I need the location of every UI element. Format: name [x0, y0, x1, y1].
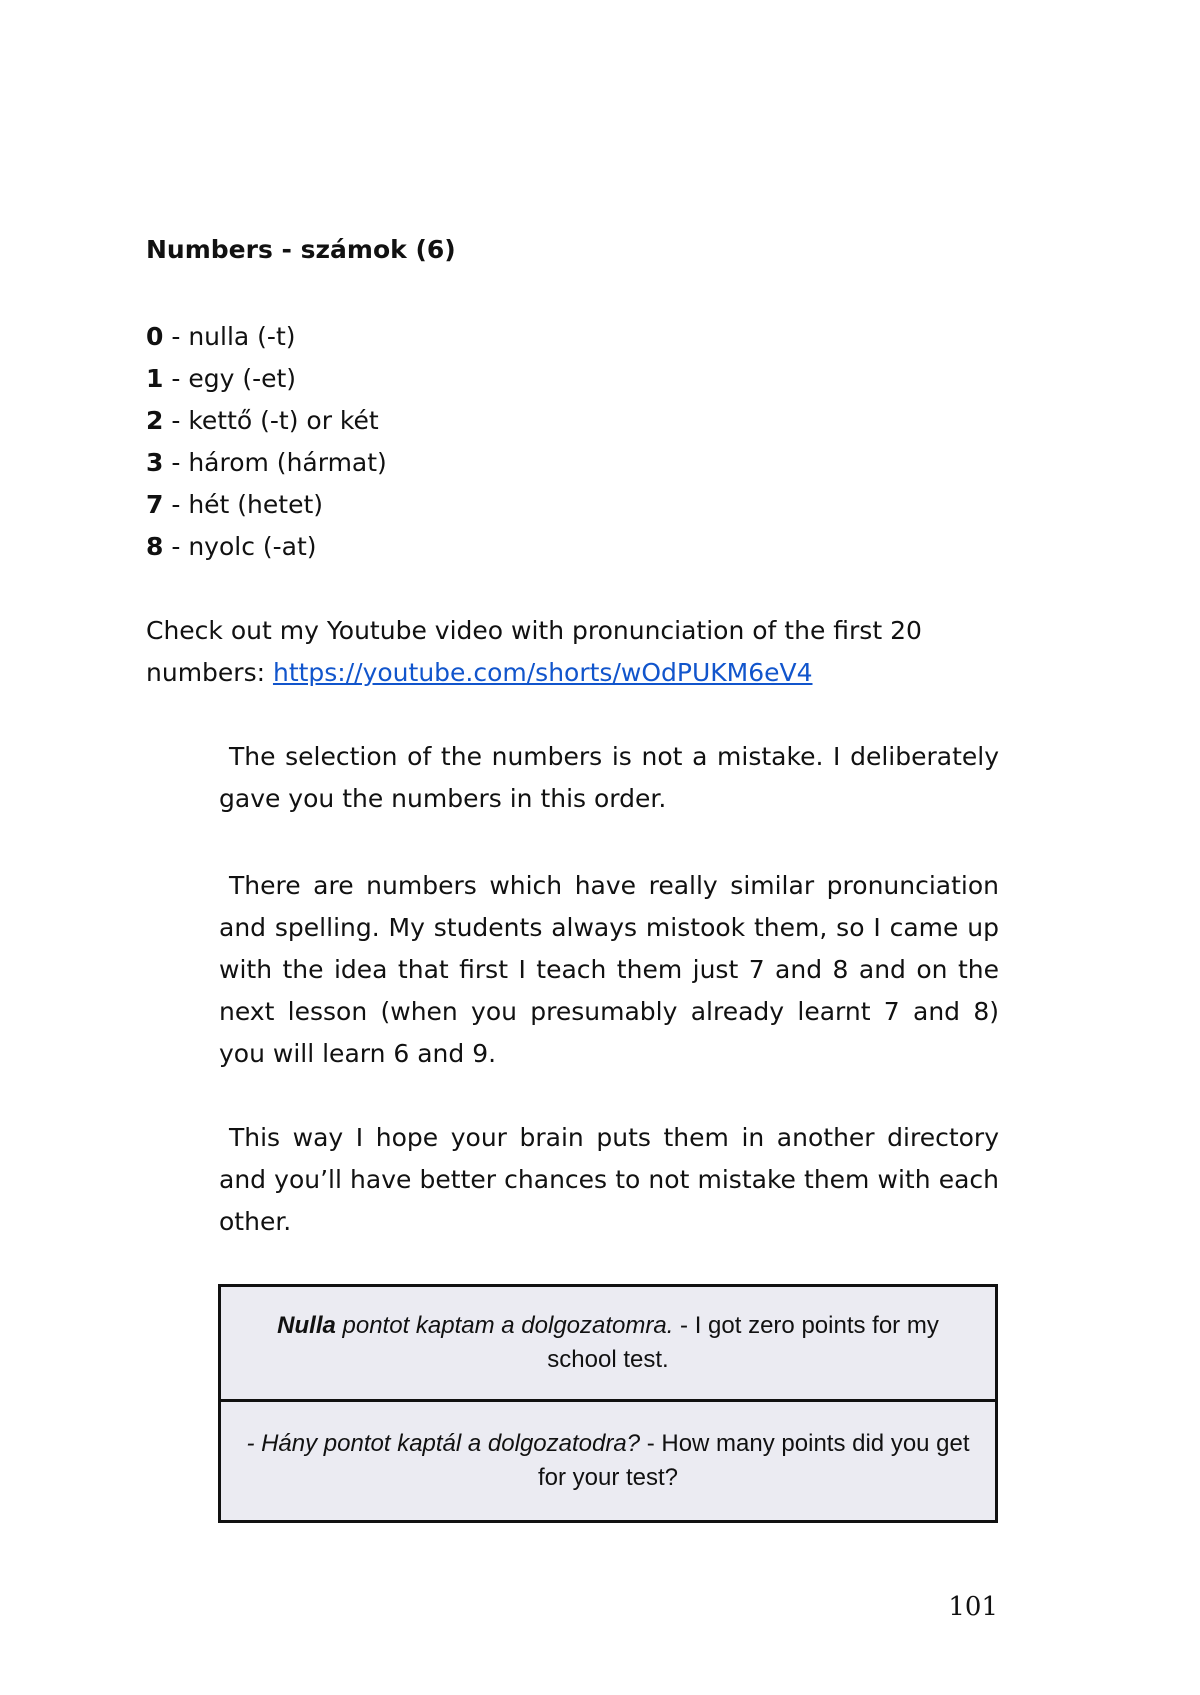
- example-cell: [220, 1286, 997, 1401]
- page-title: Numbers - számok (6): [146, 235, 456, 264]
- number-word: - nyolc (-at): [163, 532, 317, 561]
- example-row: [220, 1401, 997, 1522]
- number-word: - kettő (-t) or két: [163, 406, 379, 435]
- number-digit: 3: [146, 448, 164, 477]
- number-word: - egy (-et): [163, 364, 297, 393]
- number-digit: 7: [146, 490, 164, 519]
- example-english: - How many points did you get for your test?: [537, 1430, 970, 1491]
- page-number: 101: [948, 1592, 998, 1622]
- youtube-link[interactable]: https://youtube.com/shorts/wOdPUKM6eV4: [272, 658, 813, 687]
- example-english: - I got zero points for my school test.: [547, 1312, 939, 1373]
- number-digit: 8: [146, 532, 164, 561]
- number-digit: 2: [146, 406, 164, 435]
- number-word: - hét (hetet): [163, 490, 324, 519]
- body-paragraph: This way I hope your brain puts them in another directory and you’ll have better chances to not mistake them with each other.: [219, 1123, 999, 1236]
- number-item: [146, 526, 387, 568]
- number-digit: 0: [146, 322, 164, 351]
- example-hungarian: - Hány pontot kaptál a dolgozatodra?: [246, 1430, 641, 1457]
- number-item: [146, 400, 387, 442]
- youtube-paragraph: [146, 610, 1006, 694]
- number-word: - nulla (-t): [163, 322, 296, 351]
- number-item: [146, 358, 387, 400]
- number-item: [146, 442, 387, 484]
- example-row: [220, 1286, 997, 1401]
- example-keyword: Nulla: [277, 1312, 336, 1339]
- example-hungarian: pontot kaptam a dolgozatomra.: [335, 1312, 674, 1339]
- example-table: [218, 1284, 998, 1523]
- example-cell: [220, 1401, 997, 1522]
- number-item: [146, 484, 387, 526]
- number-digit: 1: [146, 364, 164, 393]
- body-paragraph: The selection of the numbers is not a mistake. I deliberately gave you the numbers in this order.: [219, 742, 999, 813]
- number-item: [146, 316, 387, 358]
- youtube-text: Check out my Youtube video with pronunciation of the first 20 numbers:: [146, 616, 922, 687]
- number-word: - három (hármat): [163, 448, 387, 477]
- body-paragraph: There are numbers which have really similar pronunciation and spelling. My students always mistook them, so I came up with the idea that first I teach them just 7 and 8 and on the next lesson (when you presumably already learnt 7 and 8) you will learn 6 and 9.: [219, 871, 999, 1068]
- numbers-list: [146, 316, 387, 568]
